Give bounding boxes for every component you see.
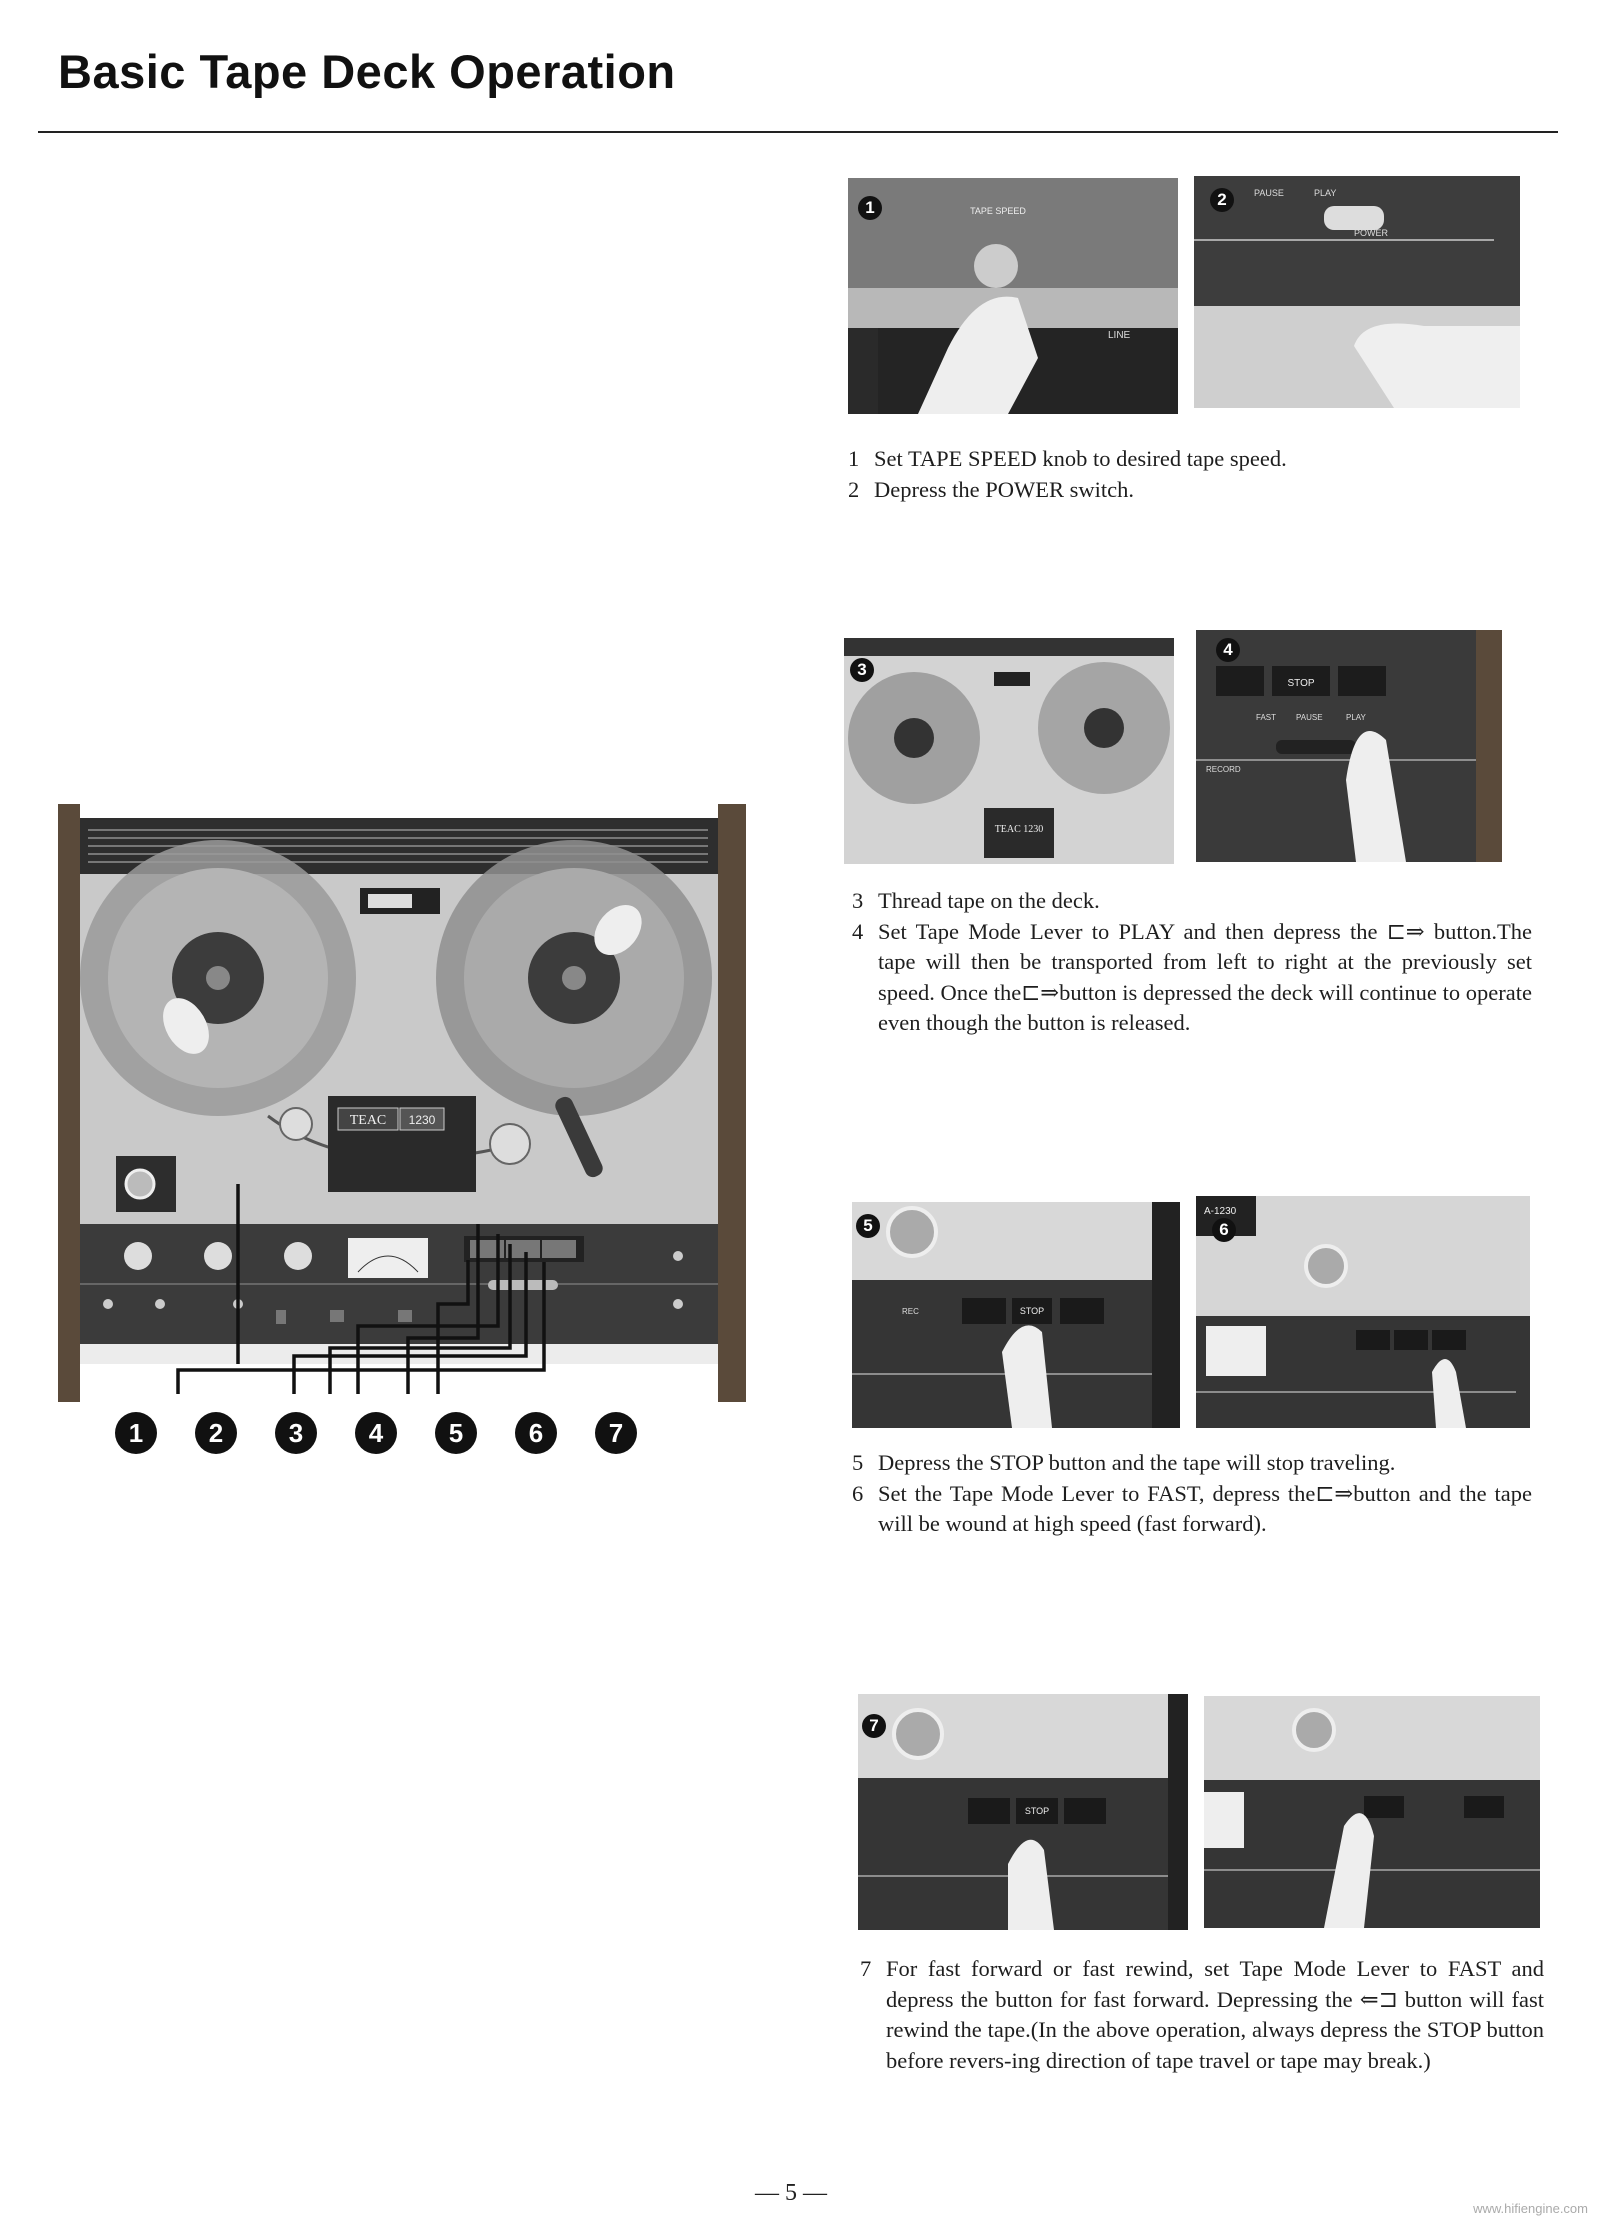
photo-step-6: [1196, 1196, 1530, 1428]
p2-badge: 2: [1210, 188, 1234, 212]
caption-steps-1-2: [848, 444, 1528, 505]
step-4: [852, 917, 1532, 1039]
step-7-text: For fast forward or fast rewind, set Tape Mode Lever to FAST and depress the button for fast forward. Depressing the ⇐⊐ button will fast rewind the tape.(In the above operation, always depress the STOP button before revers-ing direction of tape travel or tape may break.): [886, 1956, 1544, 2073]
p4-play: PLAY: [1346, 713, 1366, 722]
watermark: www.hifiengine.com: [1473, 2201, 1588, 2216]
p3-badge: 3: [850, 658, 874, 682]
step-3: [852, 886, 1532, 917]
deck-illustration: [58, 804, 746, 1402]
p2-power: POWER: [1354, 228, 1389, 238]
step-4-text: Set Tape Mode Lever to PLAY and then depress the ⊏⇒ button.The tape will then be transported from left to right at the previously set speed. Once the⊏⇒button is depressed the deck will continue to operate even though the button is released.: [878, 918, 1532, 1035]
photo-step-4: [1196, 630, 1502, 862]
p4-stop: STOP: [1287, 678, 1315, 689]
step-4-num: 4: [852, 918, 864, 944]
photo-step-7b: [1204, 1696, 1540, 1928]
callout-3: 3: [275, 1412, 317, 1454]
step-5: [852, 1448, 1532, 1479]
step-3-text: Thread tape on the deck.: [878, 888, 1100, 913]
callout-7: 7: [595, 1412, 637, 1454]
model-plate: 1230: [408, 1113, 436, 1127]
deck-photo: [58, 804, 746, 1402]
p7-badge: 7: [862, 1714, 886, 1738]
p4-fast: FAST: [1256, 713, 1277, 722]
caption-step-7: [860, 1954, 1544, 2076]
p4-pause: PAUSE: [1296, 713, 1323, 722]
p4-badge: 4: [1216, 638, 1240, 662]
caption-steps-3-4: [852, 886, 1532, 1039]
p4-record: RECORD: [1206, 765, 1241, 774]
photo-step-1: [848, 178, 1178, 414]
callout-5: 5: [435, 1412, 477, 1454]
step-5-num: 5: [852, 1450, 864, 1475]
step-2-num: 2: [848, 476, 860, 502]
page-number: — 5 —: [755, 2180, 827, 2206]
p1-knob-label: TAPE SPEED: [970, 206, 1026, 216]
p5-rec: REC: [902, 1307, 919, 1316]
caption-steps-5-6: [852, 1448, 1532, 1540]
photo-step-3: [844, 638, 1174, 864]
callout-4: 4: [355, 1412, 397, 1454]
brand-plate: TEAC: [349, 1113, 387, 1128]
step-3-num: 3: [852, 888, 864, 913]
p5-badge: 5: [856, 1214, 880, 1238]
callout-1: 1: [115, 1412, 157, 1454]
step-6: [852, 1479, 1532, 1540]
p5-stop: STOP: [1019, 1306, 1045, 1316]
page-title: Basic Tape Deck Operation: [58, 45, 676, 98]
step-7: [860, 1954, 1544, 2076]
step-1-num: 1: [848, 446, 860, 471]
callout-6: 6: [515, 1412, 557, 1454]
p6-badge: 6: [1212, 1218, 1236, 1242]
step-7-num: 7: [860, 1956, 872, 1981]
step-1: [848, 444, 1528, 475]
step-5-text: Depress the STOP button and the tape will stop traveling.: [878, 1450, 1396, 1475]
p2-pause: PAUSE: [1254, 188, 1284, 198]
p6-model: A-1230: [1204, 1206, 1237, 1217]
title-rule: [38, 131, 1558, 133]
p2-play: PLAY: [1314, 188, 1337, 198]
step-6-text: Set the Tape Mode Lever to FAST, depress the⊏⇒button and the tape will be wound at high speed (fast forward).: [878, 1480, 1532, 1536]
p3-plate: TEAC 1230: [994, 824, 1044, 835]
step-1-text: Set TAPE SPEED knob to desired tape speed.: [874, 446, 1287, 471]
callout-2: 2: [195, 1412, 237, 1454]
deck-callouts: [115, 1412, 655, 1468]
step-6-num: 6: [852, 1480, 864, 1506]
photo-step-2: [1194, 176, 1520, 408]
p1-line-label: LINE: [1108, 330, 1131, 341]
photo-step-5: [852, 1202, 1180, 1428]
p7-stop: STOP: [1024, 1806, 1050, 1816]
step-2-text: Depress the POWER switch.: [874, 476, 1134, 502]
p1-badge: 1: [858, 196, 882, 220]
photo-step-7a: [858, 1694, 1188, 1930]
step-2: [848, 475, 1528, 506]
